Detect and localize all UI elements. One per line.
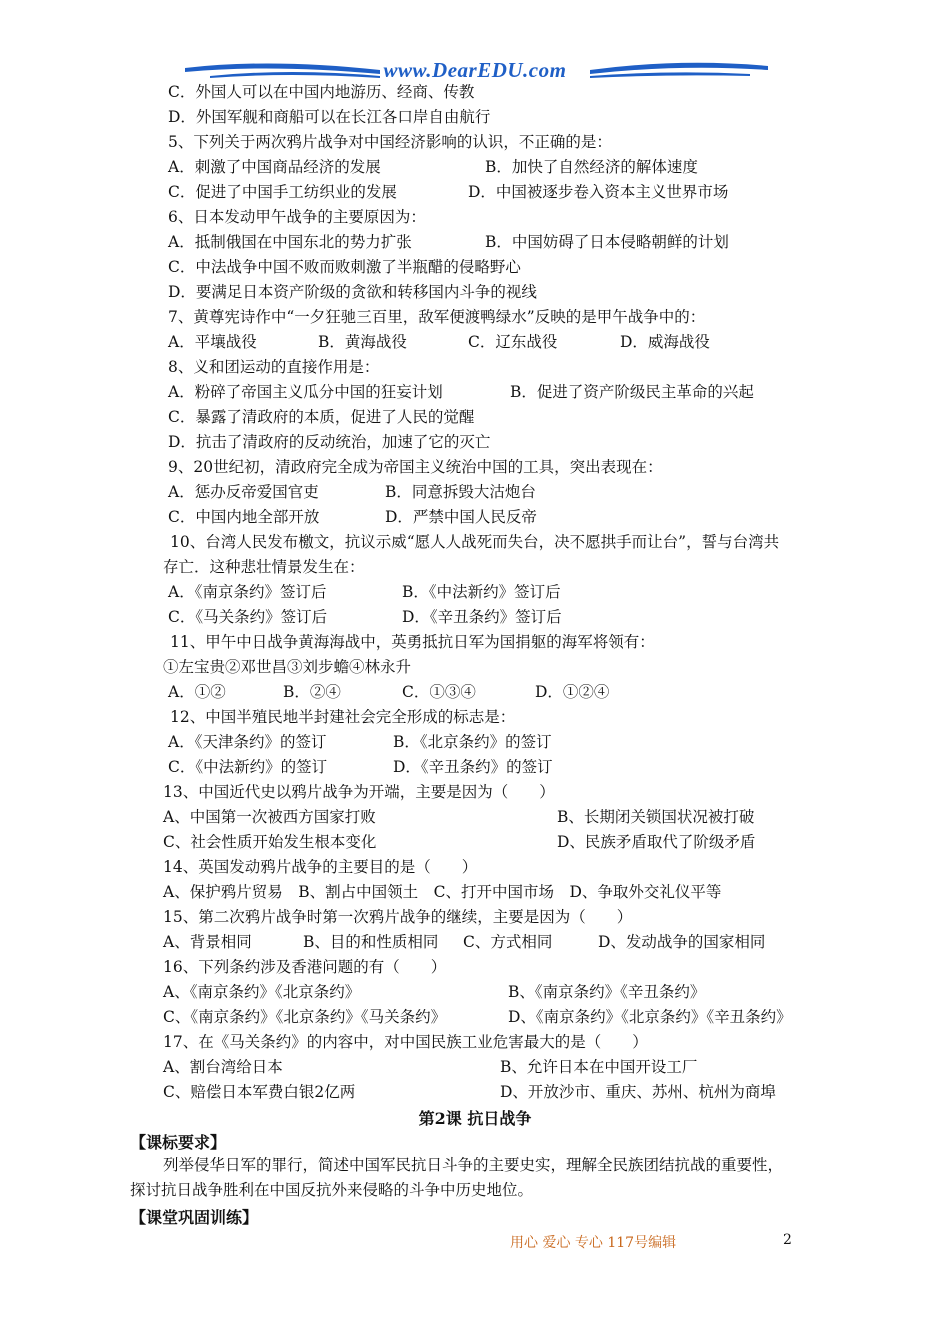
text-line-31-seg-0: 14、英国发动鸦片战争的主要目的是（ ） — [163, 858, 478, 876]
text-line-10-seg-1: B．黄海战役 — [318, 333, 407, 351]
text-line-19-seg-0: 存亡．这种悲壮情景发生在： — [163, 558, 365, 576]
text-line-6-seg-1: B．中国妨碍了日本侵略朝鲜的计划 — [485, 233, 729, 251]
text-line-37-seg-0: C、《南京条约》《北京条约》《马关条约》 — [163, 1008, 447, 1026]
text-line-27-seg-0: C．《中法新约》的签订 — [168, 758, 328, 776]
site-logo[interactable]: www.DearEDU.com — [383, 58, 567, 82]
text-line-34-seg-3: D、发动战争的国家相同 — [598, 933, 766, 951]
text-line-1-seg-0: D．外国军舰和商船可以在长江各口岸自由航行 — [168, 108, 491, 126]
text-line-20-seg-0: A．《南京条约》签订后 — [168, 583, 327, 601]
text-line-30-seg-1: D、民族矛盾取代了阶级矛盾 — [557, 833, 756, 851]
text-line-0-seg-0: C．外国人可以在中国内地游历、经商、传教 — [168, 83, 475, 101]
text-line-26-seg-0: A．《天津条约》的签订 — [168, 733, 327, 751]
text-line-20-seg-1: B．《中法新约》签订后 — [402, 583, 561, 601]
text-line-10-seg-0: A．平壤战役 — [168, 333, 257, 351]
text-line-10-seg-3: D．威海战役 — [620, 333, 710, 351]
text-line-16-seg-0: A．惩办反帝爱国官吏 — [168, 483, 319, 501]
text-line-32-seg-0: A、保护鸦片贸易 B、割占中国领土 C、打开中国市场 D、争取外交礼仪平等 — [163, 883, 722, 901]
text-line-26-seg-1: B．《北京条约》的签订 — [393, 733, 552, 751]
text-line-18-seg-0: 10、台湾人民发布檄文，抗议示威“愿人人战死而失台，决不愿拱手而让台”，誓与台湾共 — [170, 533, 780, 551]
text-line-29-seg-1: B、长期闭关锁国状况被打破 — [557, 808, 755, 826]
text-line-6-seg-0: A．抵制俄国在中国东北的势力扩张 — [168, 233, 412, 251]
text-line-16-seg-1: B．同意拆毁大沽炮台 — [385, 483, 536, 501]
text-line-34-seg-2: C、方式相同 — [463, 933, 553, 951]
text-line-7-seg-0: C．中法战争中国不败而败刺激了半瓶醋的侵略野心 — [168, 258, 521, 276]
text-line-21-seg-0: C．《马关条约》签订后 — [168, 608, 328, 626]
text-line-33-seg-0: 15、第二次鸦片战争时第一次鸦片战争的继续，主要是因为（ ） — [163, 908, 633, 926]
text-line-8-seg-0: D．要满足日本资产阶级的贪欲和转移国内斗争的视线 — [168, 283, 537, 301]
text-line-10-seg-2: C．辽东战役 — [468, 333, 558, 351]
text-line-24-seg-3: D．①②④ — [535, 683, 610, 701]
text-line-40-seg-1: D、开放沙市、重庆、苏州、杭州为商埠 — [500, 1083, 776, 1101]
text-line-24-seg-2: C．①③④ — [402, 683, 476, 701]
text-line-22-seg-0: 11、甲午中日战争黄海海战中，英勇抵抗日军为国捐躯的海军将领有： — [170, 633, 655, 651]
text-line-12-seg-1: B．促进了资产阶级民主革命的兴起 — [510, 383, 754, 401]
lesson-title: 第2课 抗日战争 — [418, 1109, 532, 1128]
text-line-17-seg-0: C．中国内地全部开放 — [168, 508, 320, 526]
text-line-14-seg-0: D．抗击了清政府的反动统治，加速了它的灭亡 — [168, 433, 491, 451]
text-line-24-seg-1: B．②④ — [283, 683, 341, 701]
text-line-40-seg-0: C、赔偿日本军费白银2亿两 — [163, 1083, 356, 1101]
text-line-3-seg-1: B．加快了自然经济的解体速度 — [485, 158, 698, 176]
curriculum-paragraph-line-1: 列举侵华日军的罪行，简述中国军民抗日斗争的主要史实，理解全民族团结抗战的重要性， — [163, 1156, 784, 1174]
text-line-36-seg-1: B、《南京条约》《辛丑条约》 — [508, 983, 706, 1001]
text-line-5-seg-0: 6、日本发动甲午战争的主要原因为： — [168, 208, 426, 226]
text-line-36-seg-0: A、《南京条约》《北京条约》 — [163, 983, 361, 1001]
footer-text: 用心 爱心 专心 117号编辑 — [510, 1235, 677, 1251]
section-heading-curriculum: 【课标要求】 — [130, 1133, 227, 1152]
section-heading-practice: 【课堂巩固训练】 — [130, 1208, 259, 1227]
text-line-13-seg-0: C．暴露了清政府的本质，促进了人民的觉醒 — [168, 408, 475, 426]
text-line-12-seg-0: A．粉碎了帝国主义瓜分中国的狂妄计划 — [168, 383, 443, 401]
text-line-21-seg-1: D．《辛丑条约》签订后 — [402, 608, 562, 626]
text-line-28-seg-0: 13、中国近代史以鸦片战争为开端，主要是因为（ ） — [163, 783, 555, 801]
text-line-37-seg-1: D、《南京条约》《北京条约》《辛丑条约》 — [508, 1008, 792, 1026]
text-line-39-seg-0: A、割台湾给日本 — [163, 1058, 283, 1076]
text-line-4-seg-0: C．促进了中国手工纺织业的发展 — [168, 183, 397, 201]
text-line-38-seg-0: 17、在《马关条约》的内容中，对中国民族工业危害最大的是（ ） — [163, 1033, 648, 1051]
curriculum-paragraph-line-2: 探讨抗日战争胜利在中国反抗外来侵略的斗争中历史地位。 — [130, 1181, 534, 1199]
text-line-39-seg-1: B、允许日本在中国开设工厂 — [500, 1058, 698, 1076]
text-line-11-seg-0: 8、义和团运动的直接作用是： — [168, 358, 380, 376]
text-line-29-seg-0: A、中国第一次被西方国家打败 — [163, 808, 376, 826]
text-line-34-seg-1: B、目的和性质相同 — [303, 933, 439, 951]
text-line-34-seg-0: A、背景相同 — [163, 933, 252, 951]
text-line-17-seg-1: D．严禁中国人民反帝 — [385, 508, 537, 526]
text-line-35-seg-0: 16、下列条约涉及香港问题的有（ ） — [163, 958, 447, 976]
text-line-4-seg-1: D．中国被逐步卷入资本主义世界市场 — [468, 183, 729, 201]
page-number: 2 — [783, 1232, 792, 1248]
text-line-30-seg-0: C、社会性质开始发生根本变化 — [163, 833, 377, 851]
text-line-3-seg-0: A．刺激了中国商品经济的发展 — [168, 158, 381, 176]
text-line-9-seg-0: 7、黄尊宪诗作中“一夕狂驰三百里，敌军便渡鸭绿水”反映的是甲午战争中的： — [168, 308, 706, 326]
text-line-25-seg-0: 12、中国半殖民地半封建社会完全形成的标志是： — [170, 708, 516, 726]
text-line-15-seg-0: 9、20世纪初，清政府完全成为帝国主义统治中国的工具，突出表现在： — [168, 458, 663, 476]
text-line-27-seg-1: D．《辛丑条约》的签订 — [393, 758, 553, 776]
text-line-2-seg-0: 5、下列关于两次鸦片战争对中国经济影响的认识，不正确的是： — [168, 133, 612, 151]
text-line-23-seg-0: ①左宝贵②邓世昌③刘步蟾④林永升 — [163, 658, 412, 676]
text-line-24-seg-0: A．①② — [168, 683, 226, 701]
